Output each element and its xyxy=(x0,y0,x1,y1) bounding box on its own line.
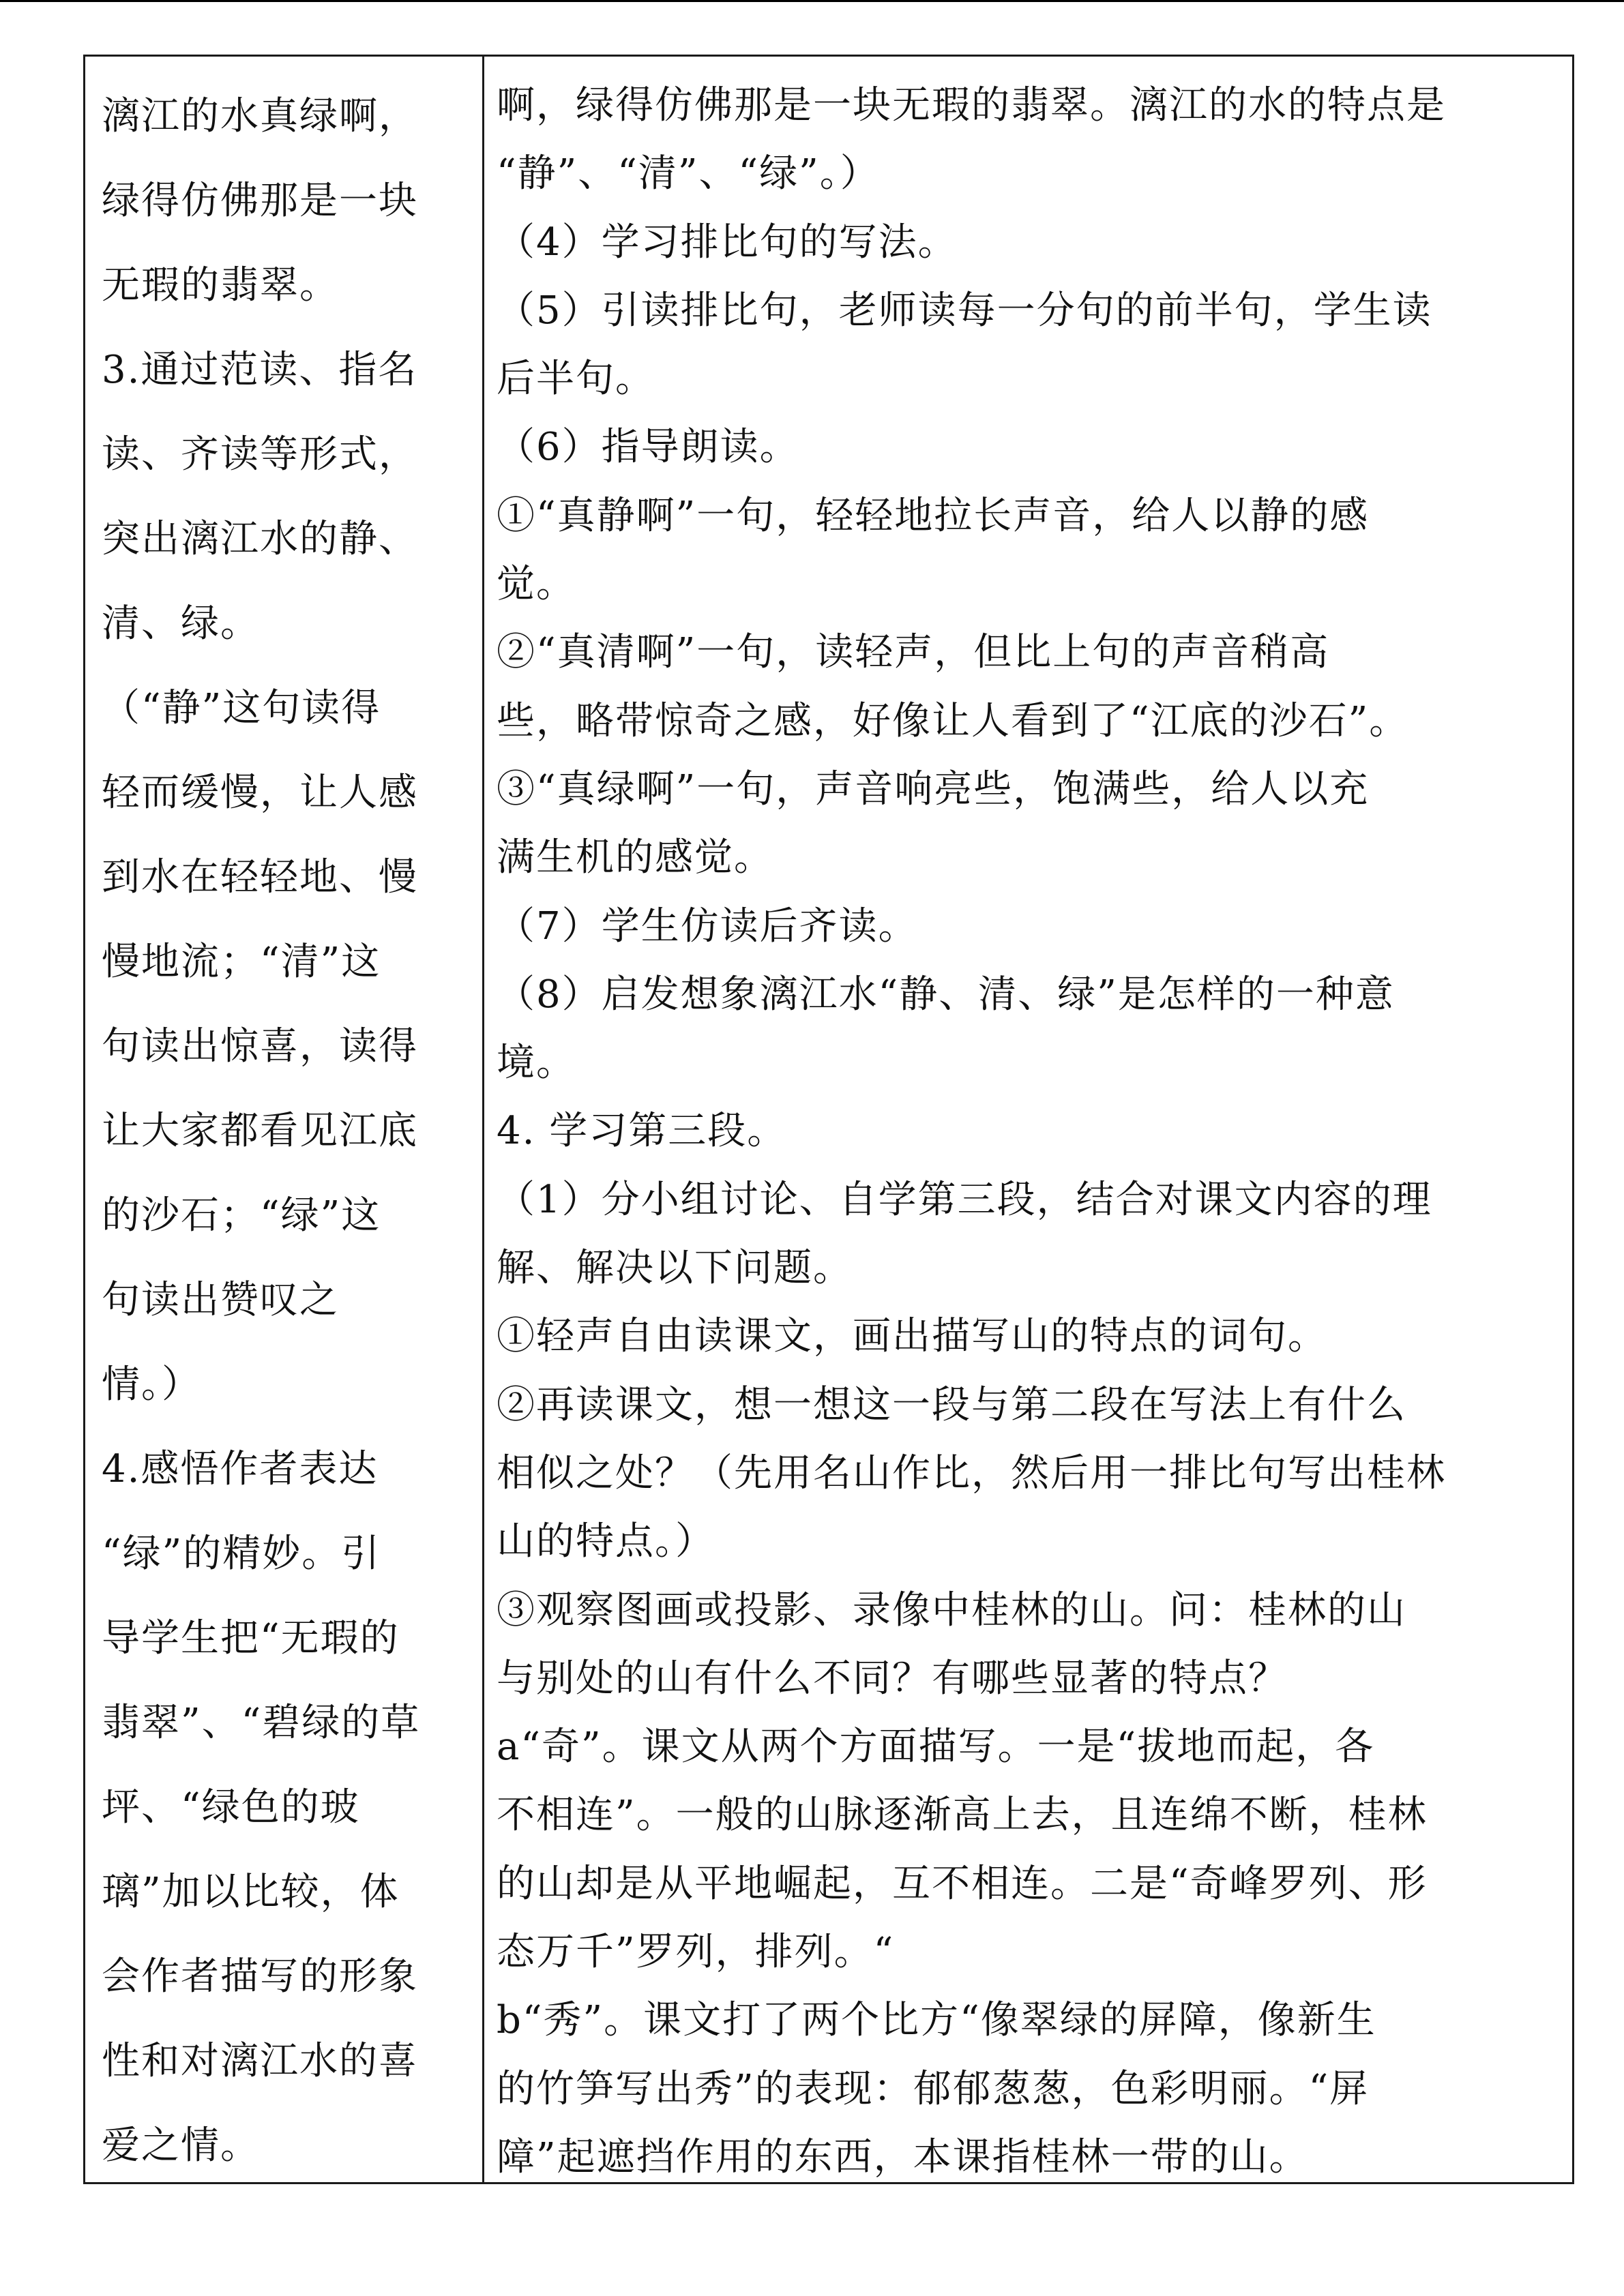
left-line: 句读出惊喜，读得 xyxy=(102,1024,418,1069)
right-line: （4）学习排比句的写法。 xyxy=(497,220,958,265)
right-line: 的山却是从平地崛起，互不相连。二是“奇峰罗列、形 xyxy=(497,1861,1428,1906)
left-line: 句读出赞叹之 xyxy=(102,1278,339,1322)
right-line: ②再读课文，想一想这一段与第二段在写法上有什么 xyxy=(497,1382,1406,1427)
left-line: 导学生把“无瑕的 xyxy=(102,1616,400,1660)
left-line: 爱之情。 xyxy=(102,2123,260,2168)
right-line: （6）指导朗读。 xyxy=(497,425,799,470)
left-line: 绿得仿佛那是一块 xyxy=(102,179,418,223)
left-line: 情。） xyxy=(102,1362,201,1407)
left-line: 到水在轻轻地、慢 xyxy=(102,855,418,899)
left-line: “绿”的精妙。引 xyxy=(102,1532,381,1576)
right-line: ③“真绿啊”一句，声音响亮些，饱满些，给人以充 xyxy=(497,766,1370,811)
right-line: 山的特点。） xyxy=(497,1519,715,1564)
right-line: 的竹笋写出秀”的表现：郁郁葱葱，色彩明丽。“屏 xyxy=(497,2066,1370,2111)
left-line: 会作者描写的形象 xyxy=(102,1954,418,1999)
right-line: 相似之处？（先用名山作比，然后用一排比句写出桂林 xyxy=(497,1450,1446,1495)
right-line: 解、解决以下问题。 xyxy=(497,1246,853,1291)
left-line: 4.感悟作者表达 xyxy=(102,1447,379,1491)
right-line: 4. 学习第三段。 xyxy=(497,1109,787,1154)
top-border-line xyxy=(0,0,1624,2)
right-line: 态万千”罗列，排列。“ xyxy=(497,1930,895,1975)
left-line: （“静”这句读得 xyxy=(102,686,381,730)
left-line: 轻而缓慢，让人感 xyxy=(102,771,418,815)
left-line: 漓江的水真绿啊， xyxy=(102,94,418,138)
right-line: （1）分小组讨论、自学第三段，结合对课文内容的理 xyxy=(497,1177,1432,1222)
right-line: （5）引读排比句，老师读每一分句的前半句，学生读 xyxy=(497,288,1432,333)
left-line: 坪、“绿色的玻 xyxy=(102,1785,360,1830)
right-line: （7）学生仿读后齐读。 xyxy=(497,904,918,949)
right-line: （8）启发想象漓江水“静、清、绿”是怎样的一种意 xyxy=(497,972,1395,1017)
right-line: 觉。 xyxy=(497,562,576,607)
right-line: 满生机的感觉。 xyxy=(497,835,773,880)
right-line: “静”、“清”、“绿”。） xyxy=(497,151,880,196)
left-line: 读、齐读等形式， xyxy=(102,432,418,477)
left-line: 清、绿。 xyxy=(102,601,260,646)
left-line: 让大家都看见江底 xyxy=(102,1109,418,1153)
right-line: ③观察图画或投影、录像中桂林的山。问：桂林的山 xyxy=(497,1587,1406,1632)
right-line: b“秀”。课文打了两个比方“像翠绿的屏障，像新生 xyxy=(497,1998,1376,2043)
left-line: 无瑕的翡翠。 xyxy=(102,263,339,308)
lesson-plan-table xyxy=(83,55,1574,2184)
right-column-cell xyxy=(484,57,1572,2182)
left-line: 的沙石；“绿”这 xyxy=(102,1193,381,1238)
left-line: 翡翠”、“碧绿的草 xyxy=(102,1701,421,1745)
right-line: 与别处的山有什么不同？有哪些显著的特点？ xyxy=(497,1656,1288,1701)
left-line: 3.通过范读、指名 xyxy=(102,348,418,392)
right-line: ①轻声自由读课文，画出描写山的特点的词句。 xyxy=(497,1314,1327,1359)
right-line: 不相连”。一般的山脉逐渐高上去，且连绵不断，桂林 xyxy=(497,1793,1428,1838)
right-line: 啊，绿得仿佛那是一块无瑕的翡翠。漓江的水的特点是 xyxy=(497,83,1446,128)
right-line: 境。 xyxy=(497,1041,576,1086)
left-line: 璃”加以比较，体 xyxy=(102,1870,400,1914)
left-line: 慢地流；“清”这 xyxy=(102,940,381,984)
right-line: ①“真静啊”一句，轻轻地拉长声音，给人以静的感 xyxy=(497,493,1370,538)
right-line: ②“真清啊”一句，读轻声，但比上句的声音稍高 xyxy=(497,630,1330,675)
left-column-cell xyxy=(85,57,484,2182)
left-line: 性和对漓江水的喜 xyxy=(102,2039,418,2083)
right-line: 些，略带惊奇之感，好像让人看到了“江底的沙石”。 xyxy=(497,698,1409,743)
right-line: 障”起遮挡作用的东西，本课指桂林一带的山。 xyxy=(497,2134,1309,2179)
right-line: 后半句。 xyxy=(497,357,655,402)
left-line: 突出漓江水的静、 xyxy=(102,517,418,561)
right-line: a“奇”。课文从两个方面描写。一是“拔地而起，各 xyxy=(497,1725,1375,1770)
